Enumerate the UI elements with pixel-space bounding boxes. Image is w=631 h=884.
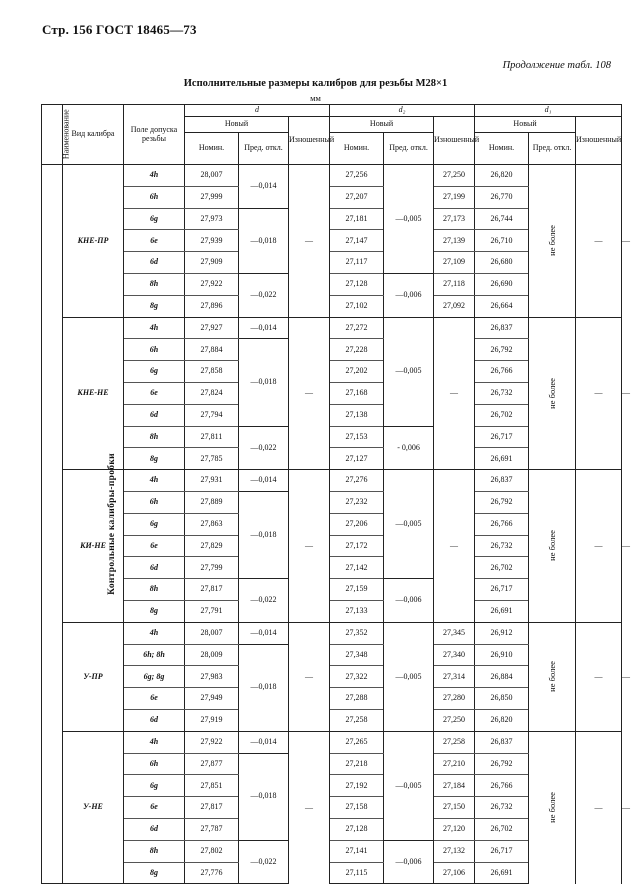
col-header-d-nominal: Номин. (185, 133, 239, 165)
d2-nominal: 27,159 (330, 579, 384, 601)
d-nominal: 27,858 (185, 361, 239, 383)
d-nominal: 27,817 (185, 579, 239, 601)
d2-nominal: 27,348 (330, 644, 384, 666)
d1-nominal: 26,710 (475, 230, 529, 252)
tolerance-field: 8h (124, 426, 185, 448)
d-nominal: 27,896 (185, 295, 239, 317)
col-header-d2-worn: Изношенный (434, 117, 475, 165)
d2-worn: 27,092 (434, 295, 475, 317)
d1-nominal: 26,691 (475, 448, 529, 470)
col-header-d2-limit: Пред. откл. (384, 133, 434, 165)
tolerance-field: 6d (124, 818, 185, 840)
d2-nominal: 27,232 (330, 491, 384, 513)
d-nominal: 27,811 (185, 426, 239, 448)
d-limit: —0,018 (239, 339, 289, 426)
d-nominal: 27,922 (185, 731, 239, 753)
d1-nominal: 26,717 (475, 426, 529, 448)
d-nominal: 28,007 (185, 165, 239, 187)
col-header-tolerance: Поле допуска резьбы (124, 105, 185, 165)
col-header-d-limit: Пред. откл. (239, 133, 289, 165)
d2-nominal: 27,256 (330, 165, 384, 187)
table-title: Исполнительные размеры калибров для резьбы М28×1 (183, 78, 448, 89)
d-worn: — (289, 731, 330, 884)
d1-nominal: 26,792 (475, 339, 529, 361)
tolerance-field: 4h (124, 470, 185, 492)
d2-worn: 27,258 (434, 731, 475, 753)
d1-nominal: 26,837 (475, 317, 529, 339)
d2-worn: 27,280 (434, 688, 475, 710)
d1-nominal: 26,691 (475, 862, 529, 884)
d-limit: —0,018 (239, 491, 289, 578)
d2-nominal: 27,206 (330, 513, 384, 535)
d1-nominal: 26,702 (475, 404, 529, 426)
d2-nominal: 27,153 (330, 426, 384, 448)
gauge-kind: У-ПР (63, 622, 124, 731)
d-nominal: 27,919 (185, 709, 239, 731)
d2-nominal: 27,218 (330, 753, 384, 775)
d1-limit: — (576, 470, 622, 623)
d2-nominal: 27,127 (330, 448, 384, 470)
d1-nominal: 26,766 (475, 361, 529, 383)
tolerance-field: 4h (124, 165, 185, 187)
col-header-d-new: Новый (185, 117, 289, 133)
col-header-d1: d₁ (475, 105, 622, 117)
d-nominal: 27,785 (185, 448, 239, 470)
gauge-kind: У-НЕ (63, 731, 124, 884)
tolerance-field: 8g (124, 448, 185, 470)
d-limit: —0,014 (239, 165, 289, 209)
d-nominal: 27,776 (185, 862, 239, 884)
d1-limit: — (576, 622, 622, 731)
tolerance-field: 8h (124, 840, 185, 862)
d1-limit: — (576, 317, 622, 470)
d1-limit-note (529, 622, 576, 731)
d-nominal: 27,802 (185, 840, 239, 862)
d-nominal: 27,787 (185, 818, 239, 840)
d2-worn: 27,109 (434, 252, 475, 274)
table-continuation-note: Продолжение табл. 108 (502, 60, 611, 71)
d2-worn: 27,120 (434, 818, 475, 840)
col-header-d2: d₂ (330, 105, 475, 117)
not-more-label: не более (546, 225, 557, 256)
tolerance-field: 8g (124, 862, 185, 884)
d1-nominal: 26,732 (475, 535, 529, 557)
d2-nominal: 27,265 (330, 731, 384, 753)
d1-nominal: 26,732 (475, 382, 529, 404)
tolerance-field: 6d (124, 709, 185, 731)
unit-label: мм (310, 93, 321, 103)
tolerance-field: 4h (124, 317, 185, 339)
d2-nominal: 27,168 (330, 382, 384, 404)
d-limit: —0,022 (239, 426, 289, 470)
tolerance-field: 8g (124, 295, 185, 317)
col-header-d1-worn: Изношенный (576, 117, 622, 165)
d1-nominal: 26,664 (475, 295, 529, 317)
tolerance-field: 6g; 8g (124, 666, 185, 688)
d2-worn: 27,118 (434, 273, 475, 295)
d2-nominal: 27,228 (330, 339, 384, 361)
d2-nominal: 27,172 (330, 535, 384, 557)
tolerance-field: 6d (124, 252, 185, 274)
tolerance-field: 6h; 8h (124, 644, 185, 666)
d-nominal: 27,817 (185, 797, 239, 819)
tolerance-field: 6e (124, 230, 185, 252)
gauge-dimensions-table (41, 104, 631, 884)
d2-nominal: 27,276 (330, 470, 384, 492)
table-row: У-НЕ 4h 27,922 —0,014 — 27,265 —0,005 27,258 26,837 не более — — (42, 731, 622, 753)
d2-nominal: 27,288 (330, 688, 384, 710)
d1-nominal: 26,680 (475, 252, 529, 274)
d2-limit: - 0,006 (384, 426, 434, 470)
side-label-text: Контрольные калибры-пробки (106, 453, 117, 596)
tolerance-field: 6g (124, 513, 185, 535)
d1-limit-note (529, 470, 576, 623)
d-limit: —0,018 (239, 208, 289, 273)
d2-nominal: 27,202 (330, 361, 384, 383)
d2-worn: 27,345 (434, 622, 475, 644)
d2-nominal: 27,128 (330, 818, 384, 840)
d-nominal: 27,999 (185, 186, 239, 208)
d-worn: — (289, 317, 330, 470)
d2-limit: —0,006 (384, 579, 434, 623)
d1-nominal: 26,837 (475, 731, 529, 753)
d1-nominal: 26,766 (475, 513, 529, 535)
d-nominal: 27,949 (185, 688, 239, 710)
d1-nominal: 26,770 (475, 186, 529, 208)
table-row: КНЕ-НЕ 4h 27,927 —0,014 — 27,272 —0,005 — 26,837 не более — — (42, 317, 622, 339)
d-limit: —0,022 (239, 273, 289, 317)
d2-worn: 27,210 (434, 753, 475, 775)
tolerance-field: 6e (124, 382, 185, 404)
d2-limit: —0,006 (384, 840, 434, 884)
d2-worn: 27,314 (434, 666, 475, 688)
table-row: Контрольные калибры-пробки КНЕ-ПР 4h 28,007 —0,014 — 27,256 —0,005 27,250 26,820 не более — — (42, 165, 622, 187)
d2-nominal: 27,258 (330, 709, 384, 731)
table-body (42, 165, 631, 884)
d-worn: — (289, 622, 330, 731)
d1-limit-note (529, 165, 576, 318)
d2-nominal: 27,147 (330, 230, 384, 252)
d-nominal: 27,794 (185, 404, 239, 426)
col-header-d2-new: Новый (330, 117, 434, 133)
tolerance-field: 8h (124, 579, 185, 601)
tolerance-field: 4h (124, 731, 185, 753)
d1-nominal: 26,732 (475, 797, 529, 819)
tolerance-field: 6e (124, 797, 185, 819)
tolerance-field: 8h (124, 273, 185, 295)
d2-worn: 27,150 (434, 797, 475, 819)
d-nominal: 27,927 (185, 317, 239, 339)
tolerance-field: 6d (124, 557, 185, 579)
d-nominal: 27,973 (185, 208, 239, 230)
tolerance-field: 6h (124, 753, 185, 775)
d-nominal: 27,851 (185, 775, 239, 797)
col-header-d: d (185, 105, 330, 117)
d-worn: — (289, 470, 330, 623)
d1-nominal: 26,850 (475, 688, 529, 710)
gauge-kind: КИ-НЕ (63, 470, 124, 623)
d2-nominal: 27,141 (330, 840, 384, 862)
d2-nominal: 27,322 (330, 666, 384, 688)
tolerance-field: 6d (124, 404, 185, 426)
d-limit: —0,022 (239, 579, 289, 623)
d1-nominal: 26,744 (475, 208, 529, 230)
d1-limit: — (576, 731, 622, 884)
tolerance-field: 6h (124, 339, 185, 361)
d-limit: —0,014 (239, 470, 289, 492)
col-header-d1-limit: Пред. откл. (529, 133, 576, 165)
d2-limit: —0,005 (384, 317, 434, 426)
d2-nominal: 27,142 (330, 557, 384, 579)
d1-nominal: 26,912 (475, 622, 529, 644)
d1-nominal: 26,702 (475, 818, 529, 840)
d-nominal: 27,931 (185, 470, 239, 492)
not-more-label: не более (546, 661, 557, 692)
d2-nominal: 27,117 (330, 252, 384, 274)
col-header-d-worn: Изношенный (289, 117, 330, 165)
d2-worn: — (434, 317, 475, 470)
d1-nominal: 26,690 (475, 273, 529, 295)
not-more-label: не более (546, 530, 557, 562)
d1-nominal: 26,792 (475, 753, 529, 775)
d2-nominal: 27,102 (330, 295, 384, 317)
tolerance-field: 6g (124, 361, 185, 383)
table-row: КИ-НЕ 4h 27,931 —0,014 — 27,276 —0,005 — 26,837 не более — — (42, 470, 622, 492)
d2-nominal: 27,181 (330, 208, 384, 230)
tolerance-field: 6g (124, 208, 185, 230)
d2-limit: —0,005 (384, 470, 434, 579)
tolerance-field: 8g (124, 600, 185, 622)
d2-nominal: 27,192 (330, 775, 384, 797)
gauge-kind: КНЕ-НЕ (63, 317, 124, 470)
d1-nominal: 26,691 (475, 600, 529, 622)
d2-worn: 27,184 (434, 775, 475, 797)
d1-nominal: 26,717 (475, 579, 529, 601)
d2-worn: 27,106 (434, 862, 475, 884)
d-limit: —0,022 (239, 840, 289, 884)
page-header: Стр. 156 ГОСТ 18465—73 (42, 22, 197, 37)
d-worn: — (289, 165, 330, 318)
d-nominal: 27,884 (185, 339, 239, 361)
d2-limit: —0,005 (384, 622, 434, 731)
d-nominal: 27,863 (185, 513, 239, 535)
d1-nominal: 26,792 (475, 491, 529, 513)
not-more-label: не более (546, 792, 557, 823)
d1-limit-note (529, 731, 576, 884)
d-limit: —0,018 (239, 753, 289, 840)
tolerance-field: 6h (124, 491, 185, 513)
d-nominal: 27,939 (185, 230, 239, 252)
d2-worn: 27,132 (434, 840, 475, 862)
d-limit: —0,014 (239, 317, 289, 339)
d2-worn: — (434, 470, 475, 623)
tolerance-field: 6e (124, 535, 185, 557)
d-nominal: 27,922 (185, 273, 239, 295)
d1-nominal: 26,820 (475, 165, 529, 187)
d2-nominal: 27,272 (330, 317, 384, 339)
col-header-kind: Вид калибра (63, 105, 124, 165)
d-nominal: 28,007 (185, 622, 239, 644)
d-nominal: 27,829 (185, 535, 239, 557)
d2-worn: 27,250 (434, 165, 475, 187)
d-limit: —0,014 (239, 622, 289, 644)
d-nominal: 27,791 (185, 600, 239, 622)
col-header-d2-nominal: Номин. (330, 133, 384, 165)
d-limit: —0,014 (239, 731, 289, 753)
d2-worn: 27,199 (434, 186, 475, 208)
d-nominal: 27,983 (185, 666, 239, 688)
d2-nominal: 27,128 (330, 273, 384, 295)
d2-nominal: 27,158 (330, 797, 384, 819)
d2-limit: —0,005 (384, 731, 434, 840)
d1-nominal: 26,884 (475, 666, 529, 688)
d-nominal: 28,009 (185, 644, 239, 666)
d1-limit: — (576, 165, 622, 318)
d2-limit: —0,005 (384, 165, 434, 274)
col-header-d1-nominal: Номин. (475, 133, 529, 165)
col-header-name: Наименование (42, 105, 63, 165)
d2-worn: 27,250 (434, 709, 475, 731)
tolerance-field: 6g (124, 775, 185, 797)
d1-nominal: 26,766 (475, 775, 529, 797)
d-nominal: 27,889 (185, 491, 239, 513)
d-limit: —0,018 (239, 644, 289, 731)
d2-nominal: 27,133 (330, 600, 384, 622)
tolerance-field: 6h (124, 186, 185, 208)
d2-nominal: 27,207 (330, 186, 384, 208)
d2-nominal: 27,138 (330, 404, 384, 426)
d1-limit-note (529, 317, 576, 470)
d2-worn: 27,139 (434, 230, 475, 252)
d1-nominal: 26,910 (475, 644, 529, 666)
d1-nominal: 26,820 (475, 709, 529, 731)
d-nominal: 27,877 (185, 753, 239, 775)
d1-nominal: 26,837 (475, 470, 529, 492)
d2-nominal: 27,115 (330, 862, 384, 884)
d-nominal: 27,824 (185, 382, 239, 404)
d1-nominal: 26,717 (475, 840, 529, 862)
d2-worn: 27,173 (434, 208, 475, 230)
not-more-label: не более (546, 377, 557, 409)
d-nominal: 27,799 (185, 557, 239, 579)
d1-nominal: 26,702 (475, 557, 529, 579)
d2-limit: —0,006 (384, 273, 434, 317)
table-row: У-ПР 4h 28,007 —0,014 — 27,352 —0,005 27,345 26,912 не более — — (42, 622, 622, 644)
tolerance-field: 6e (124, 688, 185, 710)
d2-worn: 27,340 (434, 644, 475, 666)
d2-nominal: 27,352 (330, 622, 384, 644)
tolerance-field: 4h (124, 622, 185, 644)
d-nominal: 27,909 (185, 252, 239, 274)
col-header-d1-new: Новый (475, 117, 576, 133)
gauge-kind: КНЕ-ПР (63, 165, 124, 318)
